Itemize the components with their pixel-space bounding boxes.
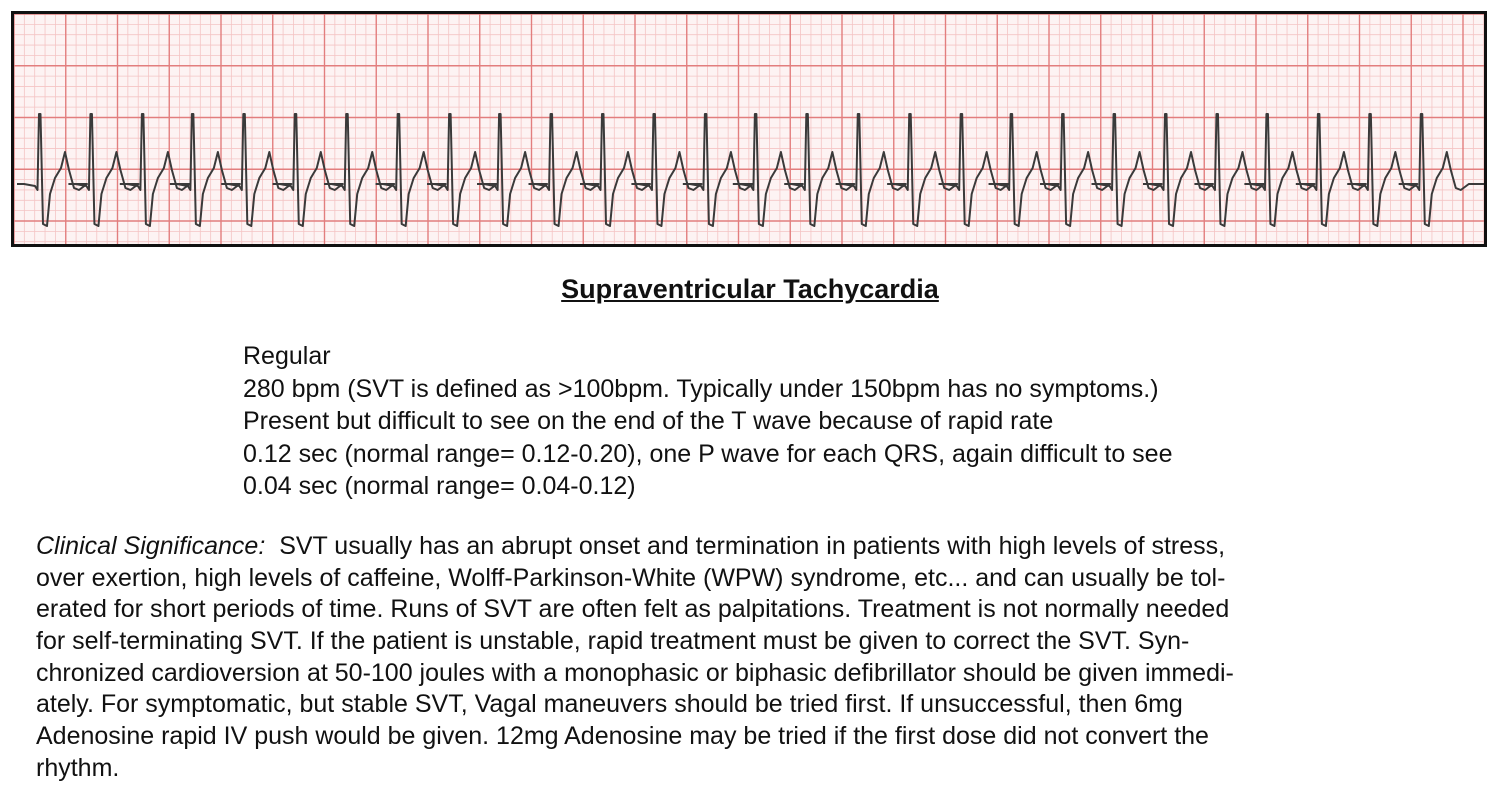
ecg-trace bbox=[14, 14, 1484, 244]
param-value: 0.04 sec (normal range= 0.04-0.12) bbox=[243, 472, 636, 500]
ecg-beat bbox=[631, 114, 701, 226]
rhythm-title: Supraventricular Tachycardia bbox=[561, 274, 939, 304]
ecg-beat bbox=[1040, 114, 1110, 226]
clinical-line: rhythm. bbox=[36, 753, 120, 782]
clinical-line: erated for short periods of time. Runs of SVT are often felt as palpitations. Treatment is not normally needed bbox=[36, 595, 1230, 624]
ecg-beat bbox=[887, 114, 957, 226]
ecg-beat bbox=[1296, 114, 1366, 226]
ecg-beat bbox=[939, 114, 1009, 226]
param-value: Present but difficult to see on the end of the T wave because of rapid rate bbox=[243, 407, 1054, 435]
ecg-beat bbox=[580, 114, 650, 226]
clinical-text: SVT usually has an abrupt onset and termination in patients with high levels of stress, bbox=[279, 532, 1226, 560]
ecg-beat bbox=[989, 114, 1059, 226]
clinical-line bbox=[36, 531, 1468, 563]
ecg-beat bbox=[529, 114, 599, 226]
clinical-label: Clinical Significance: bbox=[36, 532, 266, 560]
clinical-line: for self-terminating SVT. If the patient is unstable, rapid treatment must be given to correct the SVT. Syn- bbox=[36, 627, 1190, 656]
ecg-beat bbox=[170, 114, 240, 226]
param-value: 280 bpm (SVT is defined as >100bpm. Typically under 150bpm has no symptoms.) bbox=[243, 374, 1159, 403]
ecg-beat bbox=[1244, 114, 1314, 226]
ecg-beat bbox=[733, 114, 803, 226]
ecg-beats bbox=[17, 114, 1484, 226]
param-value: 0.12 sec (normal range= 0.12-0.20), one P wave for each QRS, again difficult to see bbox=[243, 439, 1173, 468]
ecg-beat bbox=[1143, 114, 1213, 226]
ecg-beat bbox=[836, 114, 906, 226]
ecg-beat bbox=[221, 114, 291, 226]
clinical-significance bbox=[36, 531, 1468, 785]
clinical-line: chronized cardioversion at 50-100 joules with a monophasic or biphasic defibrillator should be given immedi- bbox=[36, 658, 1234, 687]
ecg-beat bbox=[477, 114, 547, 226]
param-value: Regular bbox=[243, 342, 331, 370]
ecg-beat bbox=[427, 114, 497, 226]
ecg-beat bbox=[376, 114, 446, 226]
ecg-beat bbox=[1347, 114, 1417, 226]
clinical-line: ately. For symptomatic, but stable SVT, Vagal maneuvers should be tried first. If unsuccessful, then 6mg bbox=[36, 690, 1183, 719]
clinical-line: over exertion, high levels of caffeine, Wolff-Parkinson-White (WPW) syndrome, etc... and can usually be tol- bbox=[36, 563, 1226, 592]
ecg-beat bbox=[784, 114, 854, 226]
clinical-line: Adenosine rapid IV push would be given. 12mg Adenosine may be tried if the first dose did not convert the bbox=[36, 722, 1209, 751]
ecg-strip bbox=[11, 11, 1487, 247]
ecg-beat bbox=[1092, 114, 1162, 226]
ecg-grid-minor bbox=[14, 14, 1484, 244]
ecg-beat bbox=[1194, 114, 1264, 226]
